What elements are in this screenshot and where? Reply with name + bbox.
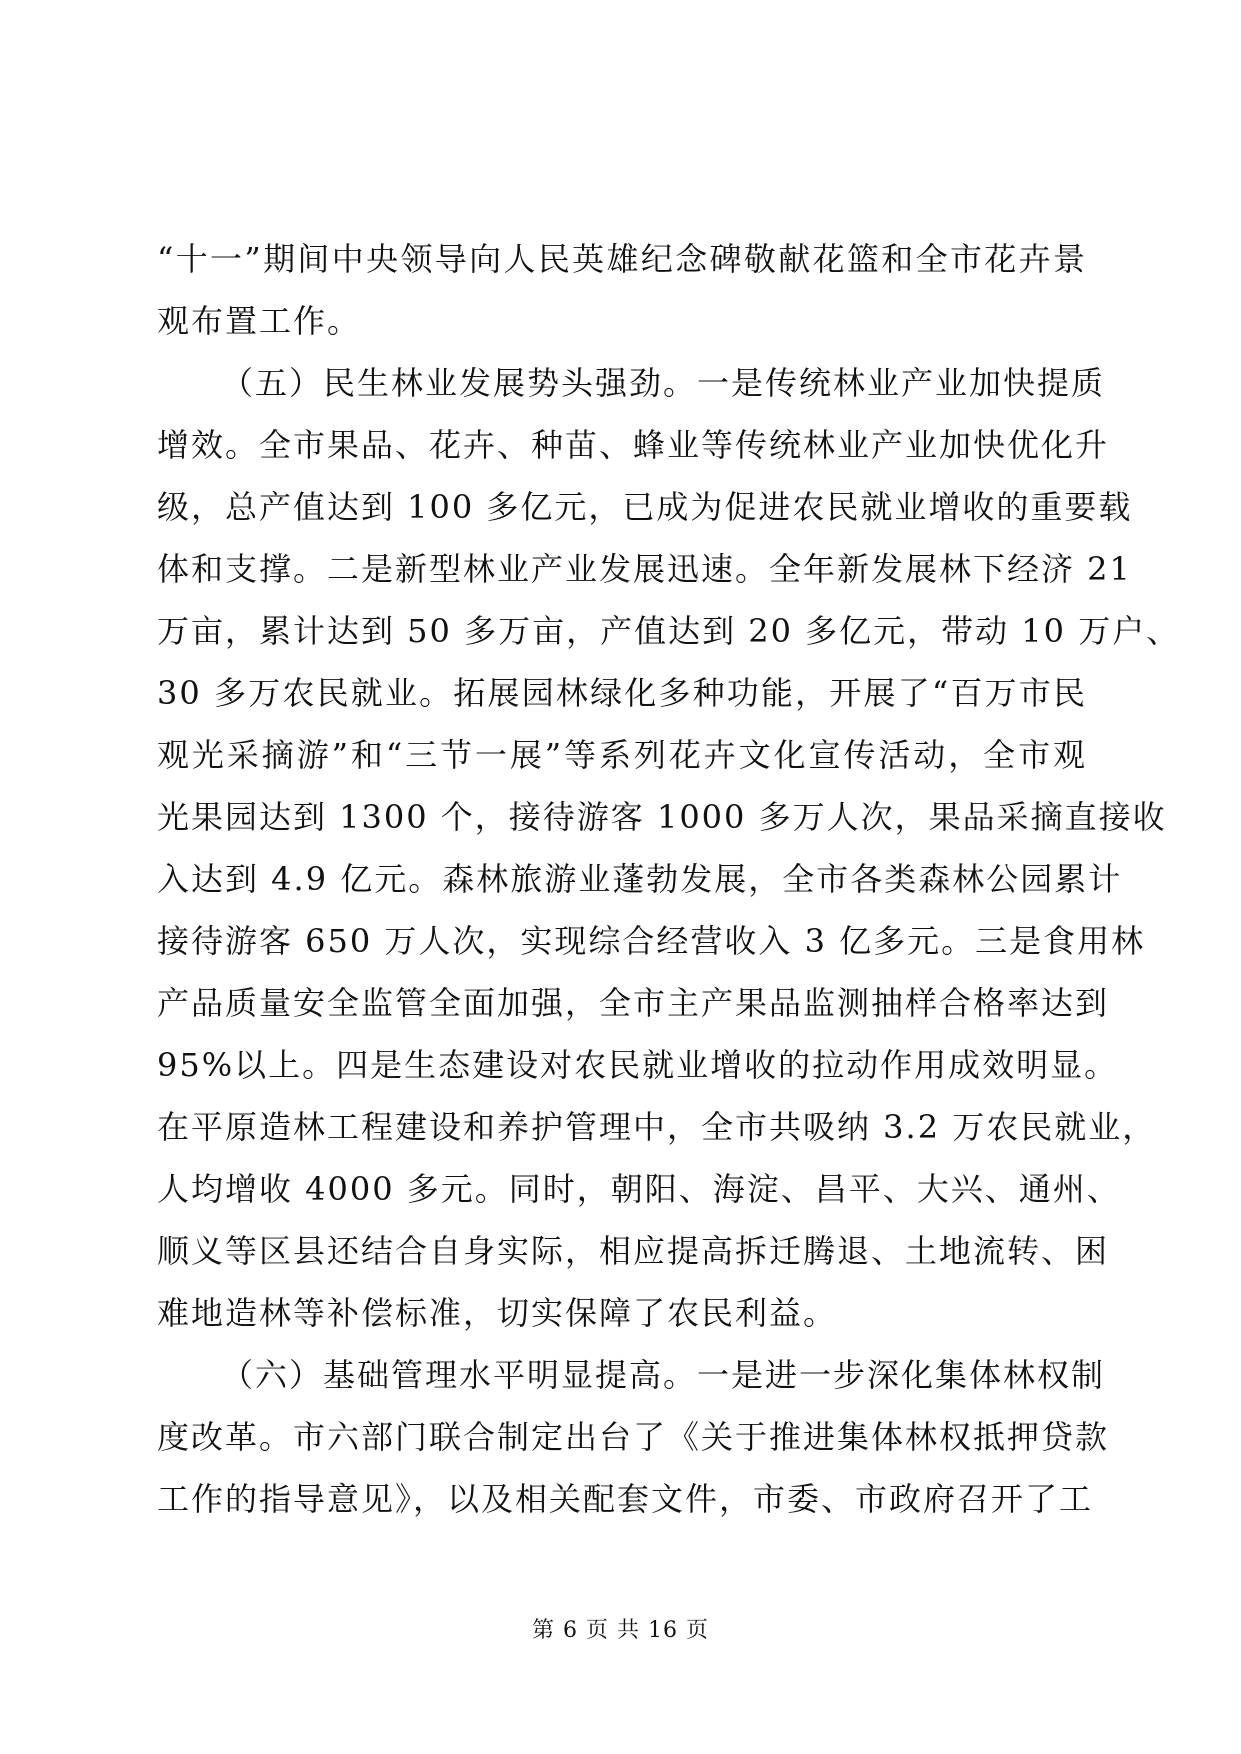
document-body [157,228,1181,1530]
text-line: 增效。全市果品、花卉、种苗、蜂业等传统林业产业加快优化升 [157,426,1110,464]
text-line: 工作的指导意见》，以及相关配套文件，市委、市政府召开了工 [157,1480,1094,1518]
text-line: 体和支撑。二是新型林业产业发展迅速。全年新发展林下经济 21 [157,550,1132,588]
page-number-footer: 第 6 页 共 16 页 [532,1618,709,1643]
text-line: 度改革。市六部门联合制定出台了《关于推进集体林权抵押贷款 [157,1418,1110,1456]
text-line: （五）民生林业发展势头强劲。一是传统林业产业加快提质 [221,364,1106,402]
paragraph-basic-management [157,1344,1110,1530]
text-line: （六）基础管理水平明显提高。一是进一步深化集体林权制 [221,1356,1106,1394]
text-line: 万亩，累计达到 50 多万亩，产值达到 20 多亿元，带动 10 万户、 [157,612,1181,650]
text-line: 30 多万农民就业。拓展园林绿化多种功能，开展了“百万市民 [157,674,1087,712]
text-line: 观光采摘游”和“三节一展”等系列花卉文化宣传活动，全市观 [157,736,1087,774]
text-line: 光果园达到 1300 个，接待游客 1000 多万人次，果品采摘直接收 [157,798,1167,836]
text-line: 在平原造林工程建设和养护管理中，全市共吸纳 3.2 万农民就业， [157,1108,1157,1146]
text-line: 难地造林等补偿标准，切实保障了农民利益。 [157,1294,838,1332]
text-line: 95%以上。四是生态建设对农民就业增收的拉动作用成效明显。 [157,1046,1119,1084]
paragraph-continuation [157,228,1087,352]
text-line: 级，总产值达到 100 多亿元，已成为促进农民就业增收的重要载 [157,488,1133,526]
text-line: 产品质量安全监管全面加强，全市主产果品监测抽样合格率达到 [157,984,1110,1022]
text-line: 接待游客 650 万人次，实现综合经营收入 3 亿多元。三是食用林 [157,922,1146,960]
text-line: 人均增收 4000 多元。同时，朝阳、海淀、昌平、大兴、通州、 [157,1170,1121,1208]
text-line: “十一”期间中央领导向人民英雄纪念碑敬献花篮和全市花卉景 [157,240,1087,278]
text-line: 入达到 4.9 亿元。森林旅游业蓬勃发展，全市各类森林公园累计 [157,860,1123,898]
paragraph-minsheng-forestry [157,352,1181,1344]
text-line: 观布置工作。 [157,302,362,340]
text-line: 顺义等区县还结合自身实际，相应提高拆迁腾退、土地流转、困 [157,1232,1110,1270]
